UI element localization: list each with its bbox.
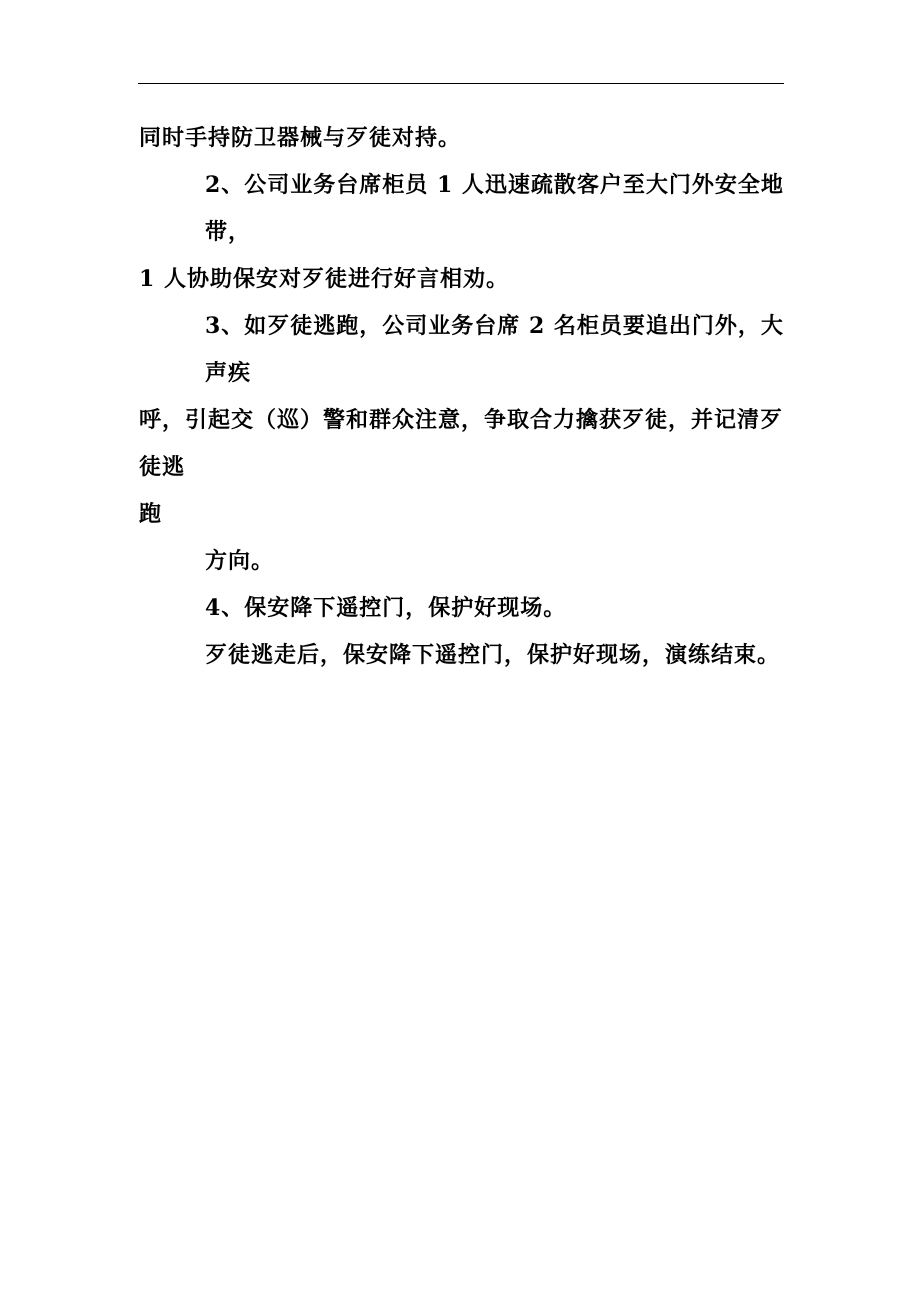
paragraph-line-9: 歹徒逃走后，保安降下遥控门，保护好现场，演练结束。: [205, 642, 781, 668]
document-body: [139, 115, 789, 679]
paragraph-line-7: 方向。: [205, 548, 275, 574]
header-rule: [138, 83, 784, 84]
paragraph-line-8: 4、保安降下遥控门，保护好现场。: [205, 595, 567, 621]
paragraph-line-6: 跑: [139, 501, 163, 527]
paragraph-line-5: 呼，引起交（巡）警和群众注意，争取合力擒获歹徒，并记清歹徒逃: [139, 407, 784, 480]
paragraph-line-2: 2、公司业务台席柜员 1 人迅速疏散客户至大门外安全地带，: [205, 172, 784, 245]
paragraph-line-1: 同时手持防卫器械与歹徒对持。: [139, 125, 462, 151]
paragraph-line-3: 1 人协助保安对歹徒进行好言相劝。: [139, 266, 509, 292]
paragraph-line-4: 3、如歹徒逃跑，公司业务台席 2 名柜员要追出门外，大声疾: [205, 313, 784, 386]
